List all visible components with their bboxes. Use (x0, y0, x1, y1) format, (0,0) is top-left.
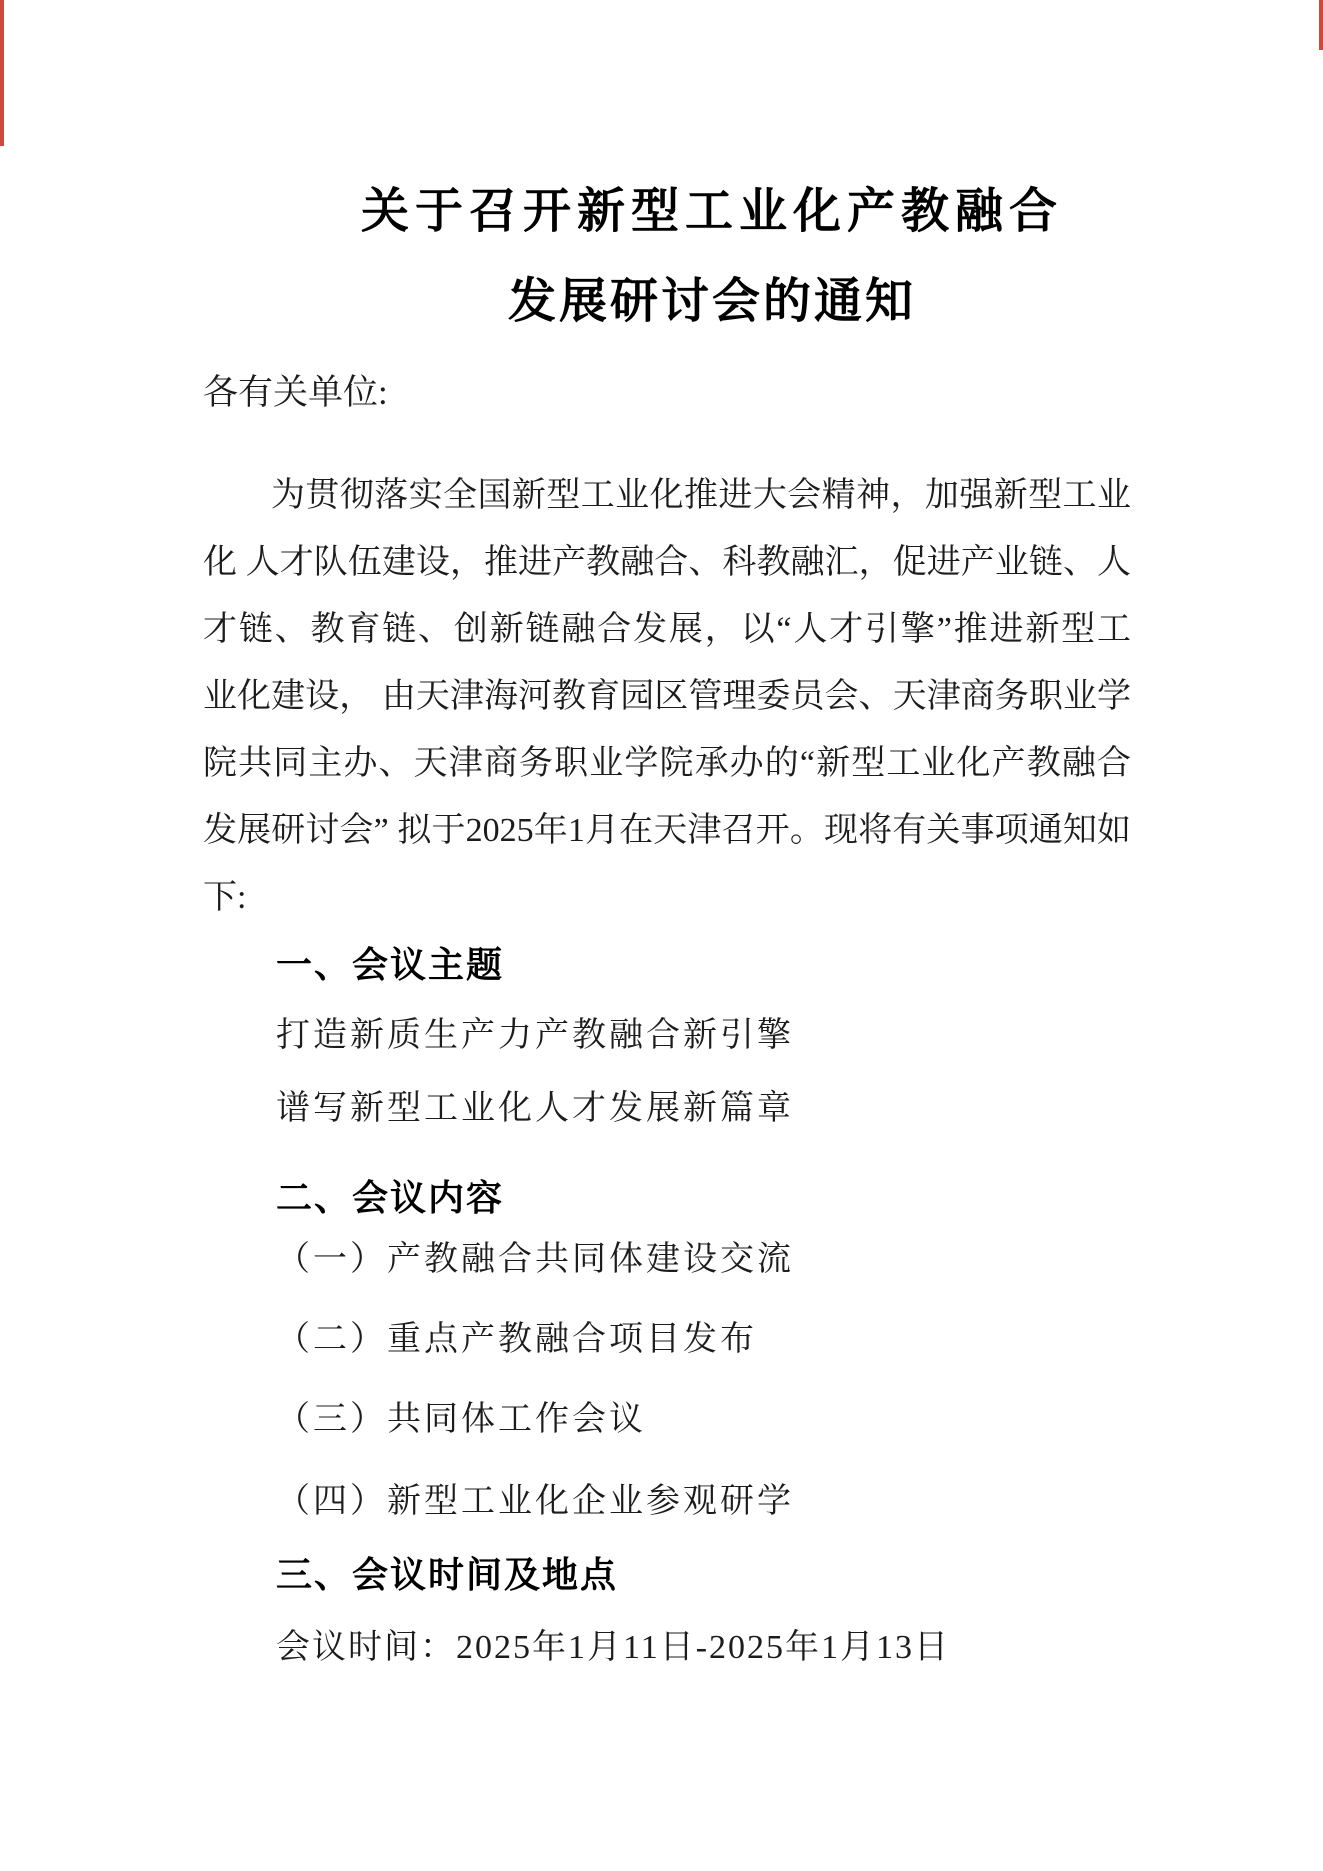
red-edge-mark-right (1319, 0, 1323, 50)
meeting-time-line: 会议时间：2025年1月11日-2025年1月13日 (276, 1629, 951, 1666)
section-heading-time-place: 三、会议时间及地点 (276, 1554, 619, 1595)
section-item: 谱写新型工业化人才发展新篇章 (276, 1090, 794, 1127)
document-title-line-2: 发展研讨会的通知 (507, 275, 916, 328)
section-item: 打造新质生产力产教融合新引擎 (276, 1017, 794, 1054)
red-edge-mark-left (0, 0, 4, 146)
paragraph-line: 下: (203, 879, 247, 916)
section-heading-topic: 一、会议主题 (276, 944, 505, 985)
intro-paragraph (203, 462, 1131, 931)
paragraph-line: 才链、教育链、创新链融合发展，以“人才引擎”推进新型工 (203, 611, 1131, 648)
salutation: 各有关单位: (203, 373, 388, 412)
section-item: （四）新型工业化企业参观研学 (276, 1483, 794, 1520)
section-item: （二）重点产教融合项目发布 (276, 1321, 757, 1358)
section-heading-content: 二、会议内容 (276, 1177, 505, 1218)
paragraph-line: 发展研讨会” 拟于2025年1月在天津召开。现将有关事项通知如 (203, 812, 1131, 849)
section-item: （三）共同体工作会议 (276, 1401, 646, 1438)
paragraph-line: 化 人才队伍建设，推进产教融合、科教融汇，促进产业链、人 (203, 544, 1131, 581)
paragraph-line: 业化建设， 由天津海河教育园区管理委员会、天津商务职业学 (203, 678, 1131, 715)
document-title-line-1: 关于召开新型工业化产教融合 (360, 185, 1063, 238)
paragraph-line: 院共同主办、天津商务职业学院承办的“新型工业化产教融合 (203, 745, 1131, 782)
section-item: （一）产教融合共同体建设交流 (276, 1241, 794, 1278)
paragraph-line: 为贯彻落实全国新型工业化推进大会精神，加强新型工业 (271, 477, 1131, 514)
